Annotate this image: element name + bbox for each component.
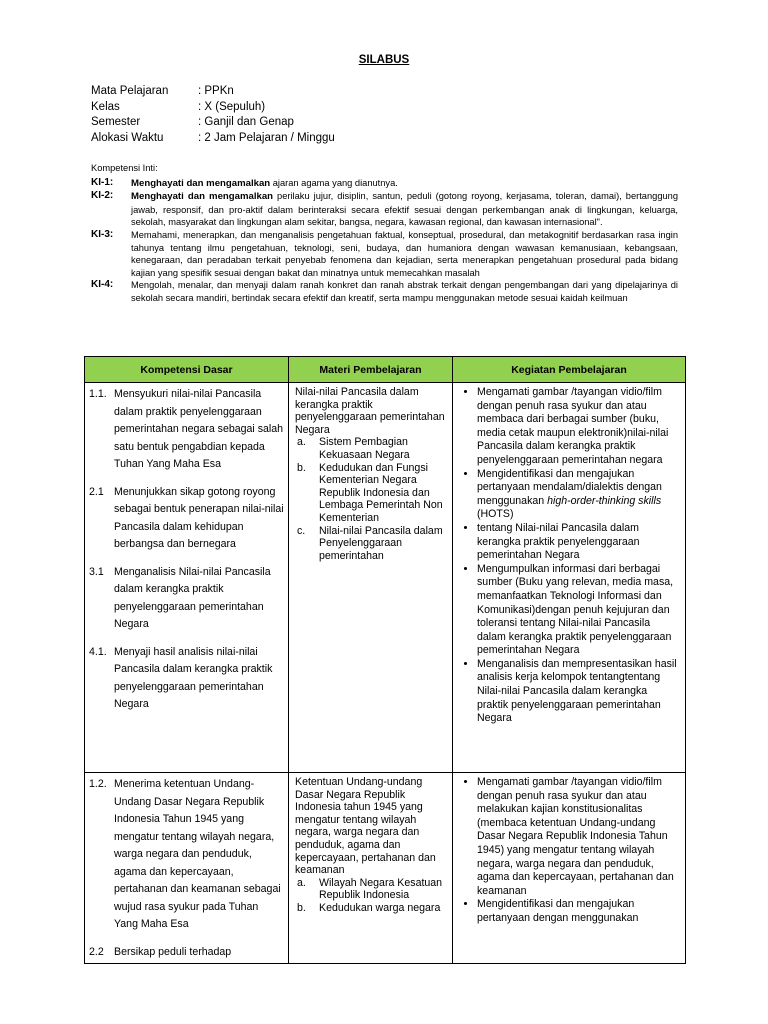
kd-number: 4.1. xyxy=(89,645,107,658)
ki-text xyxy=(131,177,678,191)
kd-text: Menunjukkan sikap gotong royong sebagai bentuk penerapan nilai-nilai Pancasila dalam kehidupan berbangsa dan bernegara xyxy=(114,485,284,550)
kd-item xyxy=(89,564,284,634)
meta-label: Mata Pelajaran xyxy=(91,85,169,97)
materi-letter: b. xyxy=(297,461,306,474)
table-row xyxy=(85,773,686,964)
meta-label: Semester xyxy=(91,116,141,128)
header-kompetensi-dasar: Kompetensi Dasar xyxy=(85,357,289,383)
table-row xyxy=(85,383,686,773)
materi-heading: Nilai-nilai Pancasila dalam kerangka praktik penyelenggaraan pemerintahan Negara xyxy=(295,386,445,436)
meta-label: Alokasi Waktu xyxy=(91,131,164,144)
ki-body: ajaran agama yang dianutnya. xyxy=(270,177,398,188)
kd-item xyxy=(89,644,284,714)
meta-row-semester xyxy=(91,115,335,131)
kd-number: 1.1. xyxy=(89,388,107,400)
ki-code: KI-1: xyxy=(91,176,114,188)
kegiatan-list xyxy=(457,386,681,726)
kd-item xyxy=(89,484,284,554)
materi-heading: Ketentuan Undang-undang Dasar Negara Republik Indonesia tahun 1945 yang mengatur tentang wilayah negara, warga negara dan penduduk, agama dan kepercayaan, pertahanan dan keamanan xyxy=(295,776,436,877)
kegiatan-cell xyxy=(453,773,686,964)
materi-text: Kedudukan dan Fungsi Kementerian Negara Republik Indonesia dan Lembaga Pemerintah Non Kementerian xyxy=(319,461,443,524)
ki-text xyxy=(131,190,678,229)
ki-item xyxy=(91,279,678,304)
kompetensi-inti xyxy=(91,162,678,305)
kd-number: 2.2 xyxy=(89,945,104,958)
kd-item xyxy=(89,944,284,962)
header-kegiatan-pembelajaran: Kegiatan Pembelajaran xyxy=(453,357,686,383)
materi-item xyxy=(293,902,448,915)
meta-row-class xyxy=(91,100,335,116)
meta-value: : PPKn xyxy=(198,85,234,97)
meta-value: : X (Sepuluh) xyxy=(198,100,266,113)
materi-item xyxy=(293,877,448,902)
kd-text: Mensyukuri nilai-nilai Pancasila dalam praktik penyelenggaraan pemerintahan negara sebagai salah satu bentuk pengabdian kepada Tuhan Yang Maha Esa xyxy=(114,388,284,470)
materi-item xyxy=(293,436,448,461)
ki-text: Memahami, menerapkan, dan menganalisis pengetahuan faktual, konseptual, prosedural, dan metakognitif berdasarkan rasa ingin tahunya tentang ilmu pengetahuan, teknologi, seni, budaya, dan humaniora dengan wawasan kemanusiaan, kebangsaan, kenegaraan, dan peradaban terkait penyebab fenomena dan kejadian, serta menerapkan pengetahuan prosedural pada bidang kajian yang spesifik sesuai dengan bakat dan minatnya untuk memecahkan masalah xyxy=(131,229,678,278)
kegiatan-italic: high-order-thinking skills xyxy=(547,494,662,507)
kegiatan-cell xyxy=(453,383,686,773)
kegiatan-item: • Mengidentifikasi dan mengajukan pertanyaan dengan menggunakan xyxy=(477,898,681,925)
kegiatan-item: • tentang Nilai-nilai Pancasila dalam kerangka praktik penyelenggaraan pemerintahan Negara xyxy=(477,522,681,563)
materi-item xyxy=(293,525,448,563)
kd-text: Menganalisis Nilai-nilai Pancasila dalam kerangka praktik penyelenggaraan pemerintahan Negara xyxy=(114,565,271,630)
kd-item xyxy=(89,386,284,474)
kegiatan-item xyxy=(477,468,681,522)
materi-item xyxy=(293,462,448,525)
ki-text: Mengolah, menalar, dan menyaji dalam ranah konkret dan ranah abstrak terkait dengan pengembangan dari yang dipelajarinya di sekolah secara mandiri, bertindak secara efektif dan kreatif, serta mampu menggunakan metode sesuai kaidah keilmuan xyxy=(131,280,678,303)
kegiatan-item: • Menganalisis dan mempresentasikan hasil analisis kerja kelompok tentangtentang Nilai-nilai Pancasila dalam kerangka praktik penyelenggaraan pemerintahan Negara xyxy=(477,658,681,726)
meta-value: : 2 Jam Pelajaran / Minggu xyxy=(198,131,335,144)
header-materi-pembelajaran: Materi Pembelajaran xyxy=(289,357,453,383)
materi-cell xyxy=(289,773,453,964)
kegiatan-suffix: (HOTS) xyxy=(477,508,514,521)
ki-code: KI-4: xyxy=(91,279,114,291)
course-meta xyxy=(91,84,335,146)
meta-row-time xyxy=(91,131,335,147)
ki-code: KI-3: xyxy=(91,228,114,240)
materi-letter: c. xyxy=(297,524,306,537)
silabus-table xyxy=(84,356,686,964)
ki-body: perilaku jujur, disiplin, santun, peduli (gotong royong, kerjasama, toleran, damai), bertanggung jawab, responsif, dan pro-aktif dalam berinteraksi secara efektif sesuai dengan perkembangan anak di lingkungan, keluarga, sekolah, masyarakat dan lingkungan alam sekitar, bangsa, negara, kawasan regional, dan kawasan internasional". xyxy=(131,191,678,228)
kd-item xyxy=(89,776,284,934)
materi-text: Sistem Pembagian Kekuasaan Negara xyxy=(319,436,410,461)
table-header-row xyxy=(85,357,686,383)
kegiatan-text: Mengidentifikasi dan mengajukan pertanyaan mendalam/dialektis dengan menggunakan xyxy=(477,467,662,507)
kd-text: Menerima ketentuan Undang-Undang Dasar Negara Republik Indonesia Tahun 1945 yang mengatur tentang wilayah negara, warga negara dan penduduk, agama dan kepercayaan, pertahanan dan keamanan sebagai wujud rasa syukur pada Tuhan Yang Maha Esa xyxy=(114,778,281,930)
materi-cell xyxy=(289,383,453,773)
kd-text: Menyaji hasil analisis nilai-nilai Pancasila dalam kerangka praktik penyelenggaraan pemerintahan Negara xyxy=(114,645,273,710)
kd-number: 3.1 xyxy=(89,565,104,578)
kegiatan-item: • Mengamati gambar /tayangan vidio/film dengan penuh rasa syukur dan atau melakukan kajian konstitusionalitas (membaca ketentuan Undang-undang Dasar Negara Republik Indonesia Tahun 1945) yang mengatur tentang wilayah negara, warga negara dan penduduk, agama dan kepercayaan, pertahanan dan keamanan xyxy=(477,776,681,898)
ki-item xyxy=(91,190,678,229)
materi-text: Nilai-nilai Pancasila dalam Penyelenggaraan pemerintahan xyxy=(319,524,443,562)
document-title: SILABUS xyxy=(358,54,410,66)
kd-number: 1.2. xyxy=(89,778,107,790)
ki-heading: Kompetensi Inti: xyxy=(91,163,158,173)
meta-row-subject xyxy=(91,84,335,100)
kegiatan-item: • Mengamati gambar /tayangan vidio/film dengan penuh rasa syukur dan atau membaca dari berbagai sumber (buku, media cetak maupun elektronik)nilai-nilai Pancasila dalam kerangka praktik penyelenggaraan pemerintahan negara xyxy=(477,386,681,468)
kegiatan-list xyxy=(457,776,681,926)
kegiatan-item: • Mengumpulkan informasi dari berbagai sumber (Buku yang relevan, media masa, memanfaatkan Teknologi Informasi dan Komunikasi)dengan penuh kejujuran dan toleransi tentang Nilai-nilai Pancasila dalam kerangka praktik penyelenggaraan pemerintahan Negara xyxy=(477,563,681,658)
kd-cell xyxy=(85,383,289,773)
materi-letter: a. xyxy=(297,876,306,889)
materi-text: Kedudukan warga negara xyxy=(319,901,441,914)
kd-cell xyxy=(85,773,289,964)
ki-bold: Menghayati dan mengamalkan xyxy=(131,177,271,189)
materi-letter: a. xyxy=(297,436,306,449)
kd-text: Bersikap peduli terhadap xyxy=(114,945,232,958)
meta-value: : Ganjil dan Genap xyxy=(198,116,294,128)
meta-label: Kelas xyxy=(91,100,120,113)
kd-number: 2.1 xyxy=(89,485,104,498)
ki-bold: Menghayati dan mengamalkan xyxy=(131,191,274,203)
ki-item xyxy=(91,229,678,279)
materi-text: Wilayah Negara Kesatuan Republik Indonesia xyxy=(319,876,443,902)
materi-letter: b. xyxy=(297,901,306,914)
ki-item xyxy=(91,177,678,191)
ki-code: KI-2: xyxy=(91,190,114,202)
